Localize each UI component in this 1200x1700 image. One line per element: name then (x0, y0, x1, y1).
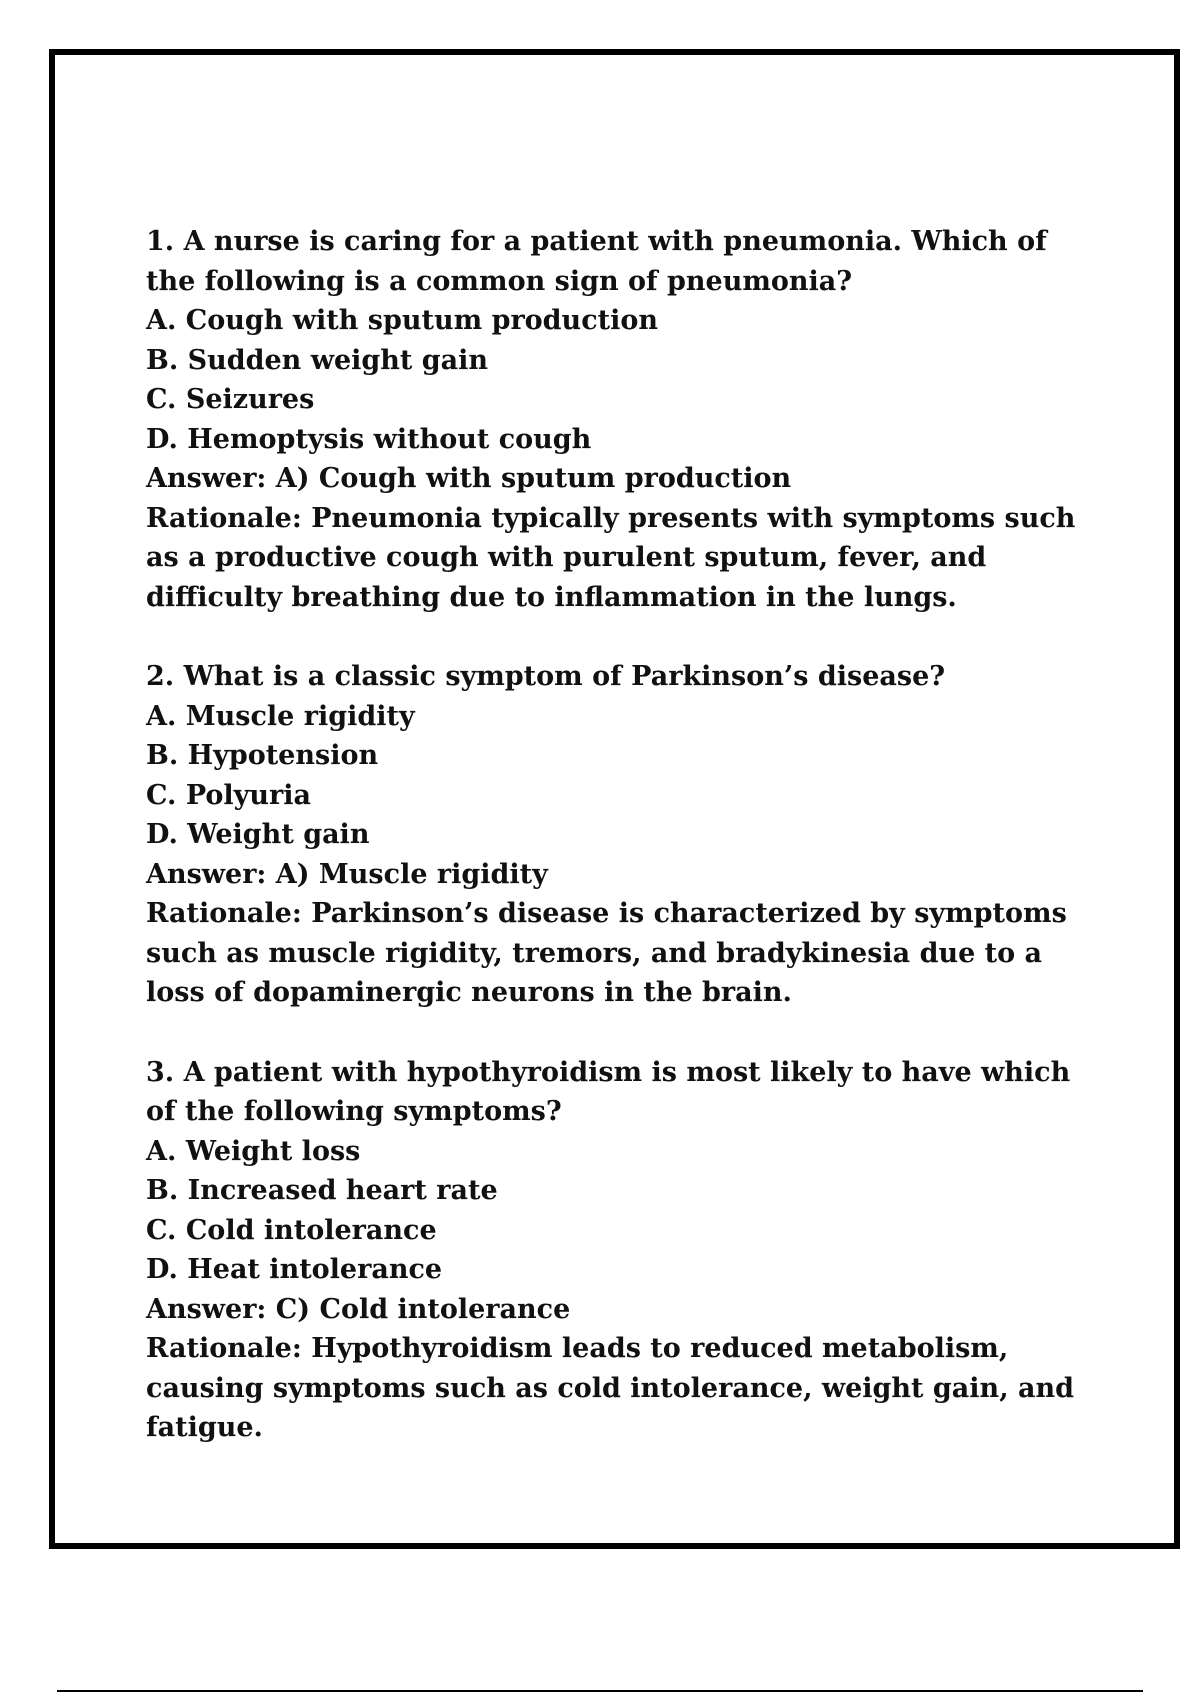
question-stem: 3. A patient with hypothyroidism is most likely to have which of the following symptoms? (146, 1056, 1071, 1127)
option-c: C. Cold intolerance (146, 1214, 437, 1246)
option-c: C. Seizures (146, 384, 315, 415)
rationale: Rationale: Hypothyroidism leads to reduced metabolism, causing symptoms such as cold intolerance, weight gain, and fatigue. (146, 1333, 1074, 1443)
question-2 (146, 657, 1086, 1013)
option-c: C. Polyuria (146, 779, 311, 811)
option-a: A. Muscle rigidity (146, 700, 415, 732)
option-b: B. Sudden weight gain (146, 344, 489, 376)
option-b: B. Hypotension (146, 740, 379, 771)
question-3 (146, 1053, 1086, 1448)
question-list (146, 222, 1086, 1488)
option-b: B. Increased heart rate (146, 1175, 498, 1206)
answer: Answer: A) Cough with sputum production (146, 463, 792, 494)
question-stem: 2. What is a classic symptom of Parkinson’s disease? (146, 661, 946, 692)
rationale: Rationale: Parkinson’s disease is characterized by symptoms such as muscle rigidity, tremors, and bradykinesia due to a loss of dopaminergic neurons in the brain. (146, 898, 1067, 1008)
question-1 (146, 222, 1086, 617)
question-stem: 1. A nurse is caring for a patient with pneumonia. Which of the following is a common sign of pneumonia? (146, 226, 1047, 297)
option-d: D. Weight gain (146, 819, 370, 850)
answer: Answer: C) Cold intolerance (146, 1293, 571, 1325)
option-a: A. Cough with sputum production (146, 305, 658, 336)
answer: Answer: A) Muscle rigidity (146, 858, 548, 890)
option-d: D. Hemoptysis without cough (146, 423, 592, 455)
rationale: Rationale: Pneumonia typically presents with symptoms such as a productive cough with purulent sputum, fever, and difficulty breathing due to inflammation in the lungs. (146, 502, 1076, 613)
option-a: A. Weight loss (146, 1135, 361, 1167)
footer-divider (57, 1690, 1143, 1692)
option-d: D. Heat intolerance (146, 1254, 443, 1285)
